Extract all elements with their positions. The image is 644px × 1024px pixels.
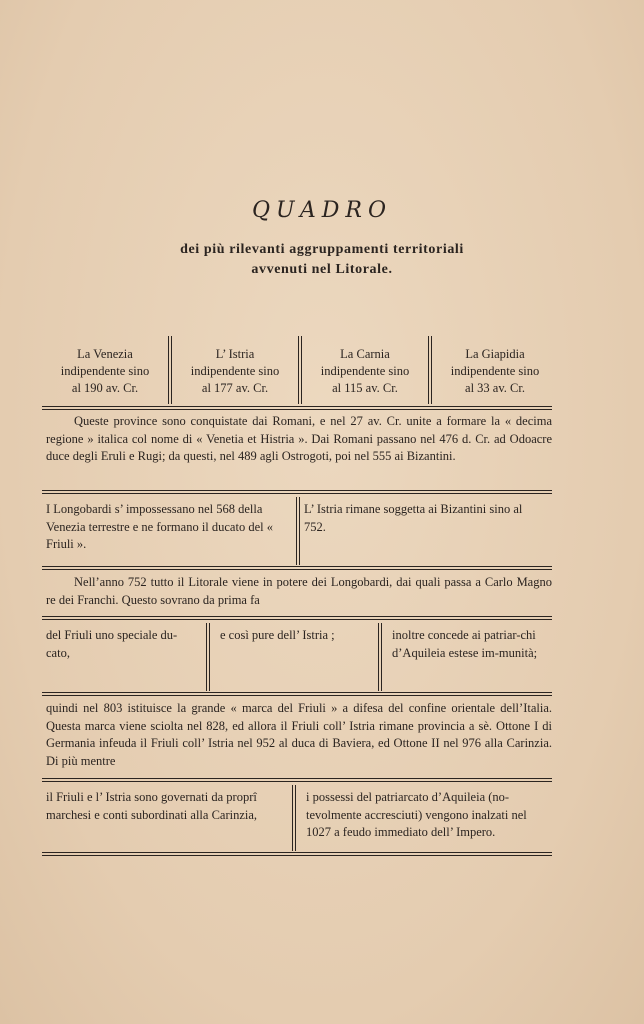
region-name: L’ Istria xyxy=(215,347,255,361)
longobardi-split xyxy=(42,497,552,565)
region-status: indipendente sino xyxy=(60,364,150,378)
double-rule xyxy=(42,778,552,782)
double-rule xyxy=(42,566,552,570)
subtitle-line-1: dei più rilevanti aggruppamenti territoriali xyxy=(180,242,464,257)
region-cell-istria xyxy=(172,336,298,404)
double-rule xyxy=(42,852,552,856)
region-cell-giapidia xyxy=(432,336,558,404)
carlo-col-aquileia: inoltre concede ai patriar-chi d’Aquileia estese im-munità; xyxy=(392,628,538,660)
region-date: al 115 av. Cr. xyxy=(332,381,398,395)
subtitle-line-2: avvenuti nel Litorale. xyxy=(251,262,393,277)
double-rule xyxy=(42,490,552,494)
region-name: La Carnia xyxy=(340,347,390,361)
region-status: indipendente sino xyxy=(190,364,280,378)
region-cell-venezia xyxy=(42,336,168,404)
carlo-magno-split xyxy=(42,623,552,691)
paragraph-752: Nell’anno 752 tutto il Litorale viene in potere dei Longobardi, dai quali passa a Carlo Magno re dei Franchi. Questo sovrano da prima fa xyxy=(46,575,552,607)
carlo-col-friuli: del Friuli uno speciale du-cato, xyxy=(46,628,178,660)
final-split xyxy=(42,785,552,851)
region-name: La Giapidia xyxy=(465,347,525,361)
region-cell-carnia xyxy=(302,336,428,404)
double-rule xyxy=(42,616,552,620)
region-status: indipendente sino xyxy=(320,364,410,378)
carlo-col-istria: e così pure dell’ Istria ; xyxy=(220,628,335,642)
region-date: al 177 av. Cr. xyxy=(201,381,269,395)
double-rule xyxy=(42,406,552,410)
paragraph-romani: Queste province sono conquistate dai Romani, e nel 27 av. Cr. unite a formare la « decima regione » italica col nome di « Venetia et Histria ». Dai Romani passano nel 476 d. Cr. ad Odoacre duce degli Eruli e Rugi; da questi, nel 489 agli Ostrogoti, poi nel 555 ai Bizantini. xyxy=(46,414,552,463)
longobardi-left: I Longobardi s’ impossessano nel 568 della Venezia terrestre e ne formano il ducato del « Friuli ». xyxy=(46,502,273,551)
longobardi-right: L’ Istria rimane soggetta ai Bizantini sino al 752. xyxy=(304,502,523,534)
region-name: La Venezia xyxy=(77,347,133,361)
region-date: al 190 av. Cr. xyxy=(71,381,139,395)
region-status: indipendente sino xyxy=(450,364,540,378)
region-date: al 33 av. Cr. xyxy=(465,381,525,395)
regions-row xyxy=(42,336,558,404)
page-title: QUADRO xyxy=(251,198,393,223)
double-rule xyxy=(42,692,552,696)
paragraph-803: quindi nel 803 istituisce la grande « marca del Friuli » a difesa del confine orientale dell’Italia. Questa marca viene sciolta nel 828, ed allora il Friuli coll’ Istria rimane provincia a sè. Ottone I di Germania infeuda il Friuli coll’ Istria nel 952 al duca di Baviera, ed Ottone II nel 976 alla Carinzia. Di più mentre xyxy=(46,701,552,768)
final-left: il Friuli e l’ Istria sono governati da proprî marchesi e conti subordinati alla Carinzia, xyxy=(46,790,258,822)
final-right: i possessi del patriarcato d’Aquileia (no-tevolmente accresciuti) vengono inalzati nel 1027 a feudo immediato dell’ Impero. xyxy=(306,790,527,839)
